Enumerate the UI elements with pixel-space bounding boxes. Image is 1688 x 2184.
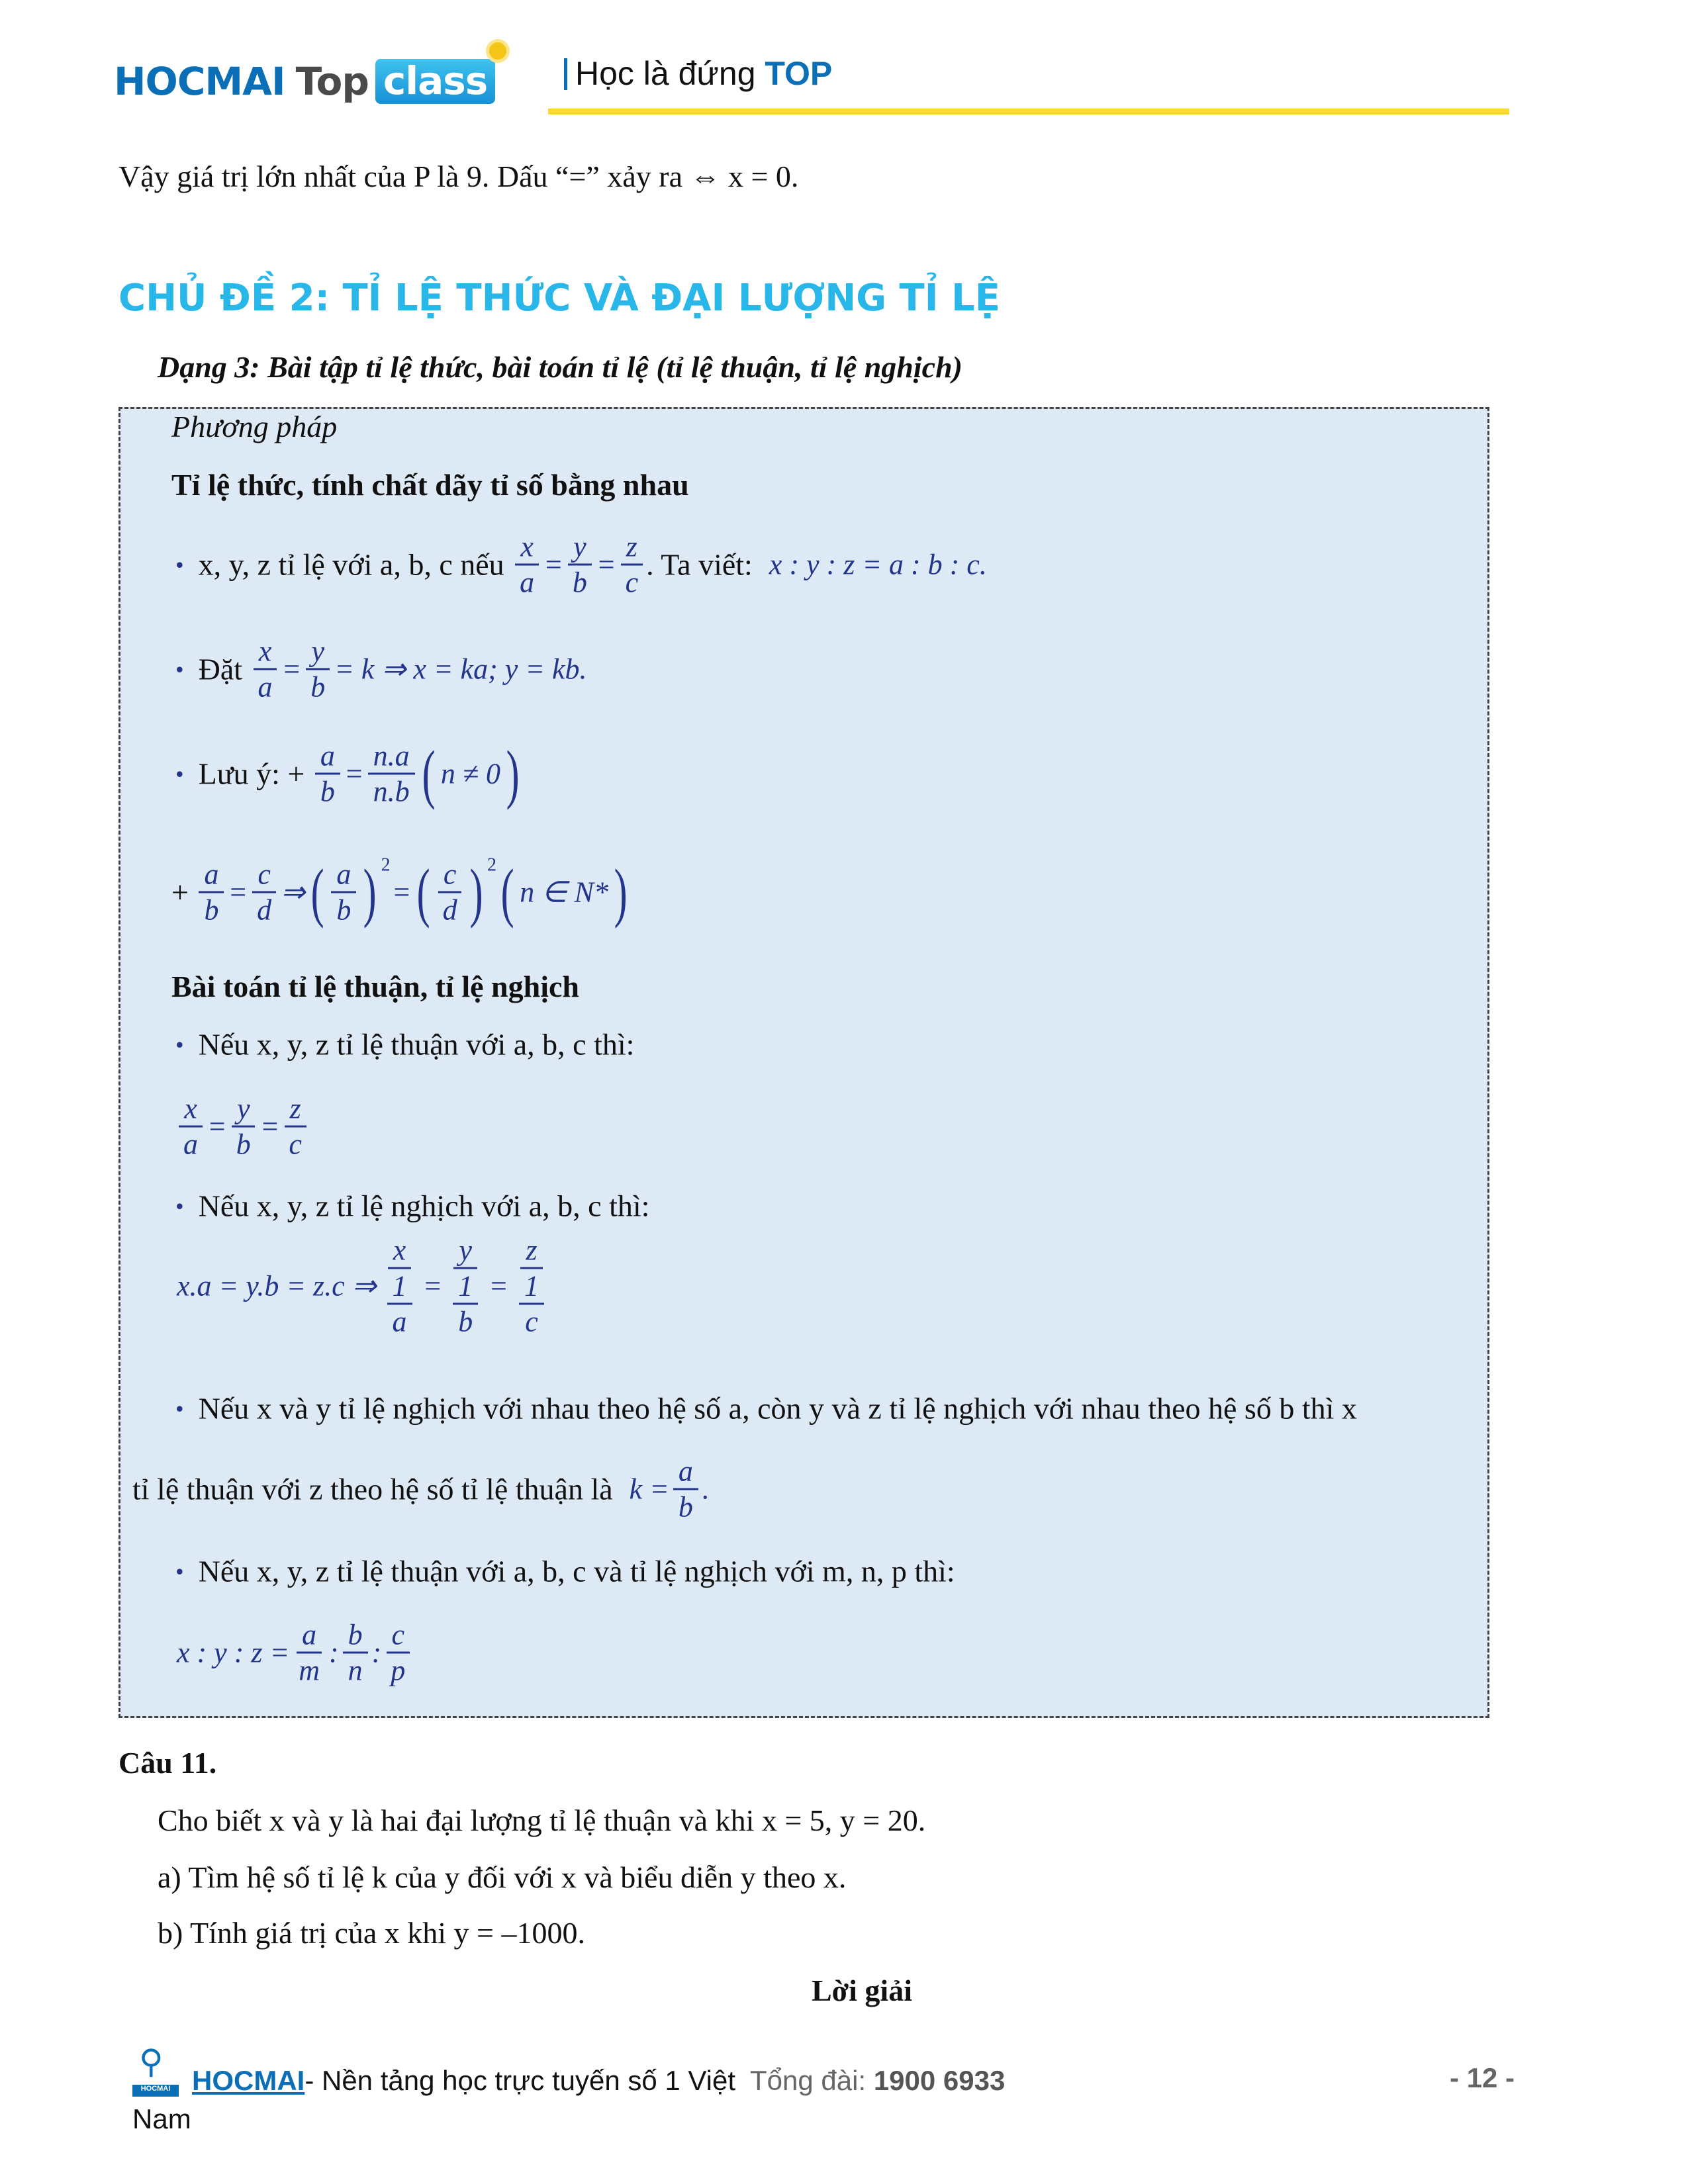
math-text: c [258,858,271,891]
fraction-denominator [252,893,277,927]
method-line [175,635,588,704]
math-text: = [391,876,412,909]
method-line [132,1455,711,1524]
slogan-bar [564,58,567,90]
math-text: a [320,739,335,772]
line-text: + [171,875,197,909]
fraction [343,1618,368,1688]
math-text: = [422,1269,443,1302]
fraction [512,1234,551,1339]
math-text: y [311,635,324,668]
line-text: Nếu x và y tỉ lệ nghịch với nhau theo hệ số a, còn y và z tỉ lệ nghịch với nhau theo hệ số b thì x [198,1391,1357,1426]
math-text: = [344,757,364,790]
method-line [175,1618,413,1688]
math-text: z [289,1092,301,1125]
fraction-denominator [567,566,592,600]
bullet-icon: • [175,1031,184,1058]
footer-hotline [750,2065,1005,2097]
logo-class [375,59,495,104]
fraction-denominator [199,893,224,927]
right-paren: ) [469,855,483,929]
math-text: a [258,670,273,704]
fraction-numerator [297,1618,322,1654]
fraction-numerator [232,1092,256,1128]
topic-heading: CHỦ ĐỀ 2: TỈ LỆ THỨC VÀ ĐẠI LƯỢNG TỈ LỆ [118,277,1001,320]
form-heading: Dạng 3: Bài tập tỉ lệ thức, bài toán tỉ lệ (tỉ lệ thuận, tỉ lệ nghịch) [158,350,962,384]
fraction [231,1092,256,1161]
math-text: b [348,1618,363,1651]
logo-hocmai: HOCMAI [114,59,285,104]
math-text: y [459,1234,473,1267]
fraction [331,858,356,927]
fraction-numerator [520,1234,542,1269]
math-text: y [236,1092,250,1125]
fraction [620,530,644,600]
solution-label: Lời giải [812,1974,912,2007]
fraction-numerator [199,858,224,893]
math-text: b [236,1128,251,1161]
hotline-label: Tổng đài: [750,2065,874,2096]
math-text: c [443,858,457,891]
math-text: k = [629,1473,669,1506]
math-text: d [442,893,457,927]
math-text: b [678,1490,693,1524]
method-label: Phương pháp [171,410,338,443]
method-line [175,1391,1357,1426]
fraction [253,635,278,704]
math-text: n.b [373,775,410,808]
fraction-numerator [673,1455,698,1490]
parenthesized-group [418,737,524,810]
intro-line: Vậy giá trị lớn nhất của P là 9. Dấu “=” xảy ra ⇔ x = 0. [118,159,799,193]
fraction-numerator [438,858,462,893]
method-line [175,1234,553,1339]
math-text: x : y : z = a : b : c. [769,548,987,581]
fraction-denominator [453,1305,478,1339]
section-title-proportion: Tỉ lệ thức, tính chất dãy tỉ số bằng nhau [171,468,689,502]
line-text: . Ta viết: [646,547,768,582]
math-text: b [572,566,587,599]
math-text: a [520,566,535,599]
fraction-denominator [387,1305,412,1339]
hocmai-footer-logo [132,2045,179,2097]
fraction [199,858,224,927]
superscript: 2 [381,854,391,876]
fraction-numerator [179,1092,203,1128]
footer-logo-text: HOCMAI [132,2085,179,2097]
fraction [438,858,463,927]
fraction-numerator [331,858,356,893]
method-line [175,1027,634,1062]
slogan [564,54,832,93]
star-badge-icon [486,39,510,63]
math-text: b [320,775,335,808]
math-text: n.a [373,739,410,772]
math-text: a [678,1455,693,1488]
fraction [283,1092,307,1161]
footer [132,2045,1005,2097]
fraction-numerator [568,530,592,566]
math-text: : [328,1636,339,1669]
fraction-denominator [620,566,644,600]
left-paren: ( [417,855,431,929]
fraction-denominator [368,775,415,809]
math-text: x [184,1092,197,1125]
math-text: n ∈ N* [520,876,608,909]
math-text: n ≠ 0 [440,757,501,790]
right-paren: ) [506,737,520,810]
method-line [175,1554,955,1589]
fraction-denominator [385,1654,410,1688]
math-text: a [204,858,219,891]
line-text: Nếu x, y, z tỉ lệ thuận với a, b, c và tỉ lệ nghịch với m, n, p thì: [198,1554,955,1588]
fraction-numerator [254,635,277,670]
method-line [175,530,988,600]
fraction-denominator [343,1654,368,1688]
math-text: n [348,1654,363,1687]
math-text: 1 [524,1269,539,1302]
fraction-numerator [368,739,415,775]
math-text: = [207,1110,227,1143]
line-text: Lưu ý: + [198,756,312,791]
logo-top: Top [295,59,369,104]
math-text: . [702,1473,710,1506]
fraction-denominator [293,1654,325,1688]
fraction [453,1269,478,1339]
math-text: b [204,893,219,927]
superscript: 2 [487,854,496,876]
line-text: Nếu x, y, z tỉ lệ nghịch với a, b, c thì: [198,1189,650,1223]
page-number: - 12 - [1450,2062,1515,2093]
slogan-text: Học là đứng [575,55,765,92]
right-paren: ) [363,855,377,929]
people-icon: ⚲ [139,2043,164,2080]
math-text: = k ⇒ x = ka; y = kb. [334,653,587,686]
math-text: 1 [458,1269,473,1302]
math-text: m [299,1654,320,1687]
fraction-numerator [306,635,330,670]
math-text: p [391,1654,406,1687]
left-paren: ( [310,855,324,929]
fraction-denominator [315,775,340,809]
fraction-numerator [285,1092,306,1128]
fraction-denominator [283,1128,307,1161]
fraction-numerator [453,1269,478,1305]
fraction [381,1234,419,1339]
fraction-denominator [231,1128,256,1161]
bullet-icon: • [175,656,184,682]
math-text: = [281,653,302,686]
footer-tagline-wrap: Nam [132,2103,191,2134]
math-text: : [371,1636,382,1669]
footer-tagline: - Nền tảng học trực tuyến số 1 Việt [305,2065,736,2096]
fraction-numerator [387,1269,412,1305]
question-statement: Cho biết x và y là hai đại lượng tỉ lệ thuận và khi x = 5, y = 20. [158,1803,926,1837]
hocmai-topclass-logo [114,52,495,111]
math-text: a [392,1305,407,1338]
left-paren: ( [500,855,514,929]
math-text: c [525,1305,538,1338]
math-text: = [228,876,248,909]
fraction [315,739,340,809]
fraction-numerator [388,1234,412,1269]
fraction-denominator [331,893,356,927]
math-text: z [626,530,637,563]
parenthesized-group [306,854,391,929]
fraction-denominator [178,1128,203,1161]
method-line [175,1092,310,1161]
method-line [171,854,632,929]
right-paren: ) [614,855,628,929]
bullet-icon: • [175,1193,184,1219]
bullet-icon: • [175,1395,184,1422]
math-text: d [257,893,272,927]
math-text: a [302,1618,317,1651]
fraction-numerator [315,739,340,775]
fraction-denominator [305,670,330,704]
fraction-numerator [515,530,539,566]
header-divider [548,109,1509,114]
math-text: a [183,1128,198,1161]
fraction [519,1269,544,1339]
fraction [446,1234,485,1339]
bullet-icon: • [175,1558,184,1584]
bullet-icon: • [175,760,184,787]
fraction-denominator [253,670,278,704]
math-text: = [489,1269,508,1302]
math-text: x : y : z = [177,1636,290,1669]
fraction [387,1269,412,1339]
math-text: c [391,1618,405,1651]
line-text: x, y, z tỉ lệ với a, b, c nếu [198,547,512,582]
hotline-number: 1900 6933 [873,2065,1006,2096]
math-text: b [310,670,326,704]
parenthesized-group [496,855,632,929]
question-title: Câu 11. [118,1746,217,1780]
math-text: x [393,1234,406,1267]
math-text: b [458,1305,473,1338]
math-text: = [596,548,616,581]
logo-class-text: class [383,58,488,103]
fraction-numerator [519,1269,544,1305]
fraction-denominator [446,1269,485,1339]
math-text: 1 [392,1269,407,1302]
fraction-numerator [387,1618,410,1654]
math-text: ⇒ [281,876,306,909]
fraction [368,739,415,809]
fraction [252,858,277,927]
fraction-numerator [252,858,276,893]
fraction-denominator [438,893,463,927]
math-text: x.a = y.b = z.c ⇒ [177,1269,377,1302]
fraction-denominator [514,566,539,600]
method-line [175,1189,649,1224]
fraction-numerator [343,1618,368,1654]
left-paren: ( [422,737,436,810]
fraction-denominator [512,1269,551,1339]
section-title-proportional-problems: Bài toán tỉ lệ thuận, tỉ lệ nghịch [171,970,579,1003]
math-text: c [289,1128,302,1161]
line-text: Đặt [198,652,250,686]
method-line [175,739,524,809]
math-text: c [625,566,639,599]
math-text: z [526,1234,538,1267]
slogan-top: TOP [765,55,833,92]
math-text: = [543,548,563,581]
fraction [293,1618,325,1688]
bullet-icon: • [175,551,184,578]
line-text: Nếu x, y, z tỉ lệ thuận với a, b, c thì: [198,1027,635,1062]
math-text: = [259,1110,280,1143]
math-text: x [520,530,534,563]
fraction-denominator [520,1305,543,1339]
fraction [305,635,330,704]
parenthesized-group [412,854,496,929]
fraction-numerator [453,1234,477,1269]
math-text: a [336,858,352,891]
fraction-denominator [673,1490,698,1524]
question-part-a: a) Tìm hệ số tỉ lệ k của y đối với x và biểu diễn y theo x. [158,1860,847,1894]
fraction [567,530,592,600]
fraction [673,1455,698,1524]
fraction-numerator [621,530,643,566]
question-part-b: b) Tính giá trị của x khi y = –1000. [158,1916,585,1950]
math-text: y [573,530,586,563]
math-text: x [258,635,272,668]
fraction [514,530,539,600]
fraction [385,1618,410,1688]
math-text: b [336,893,352,927]
line-text: tỉ lệ thuận với z theo hệ số tỉ lệ thuận là [132,1472,628,1506]
footer-brand-link[interactable]: HOCMAI [192,2065,305,2096]
fraction-denominator [381,1269,419,1339]
fraction [178,1092,203,1161]
